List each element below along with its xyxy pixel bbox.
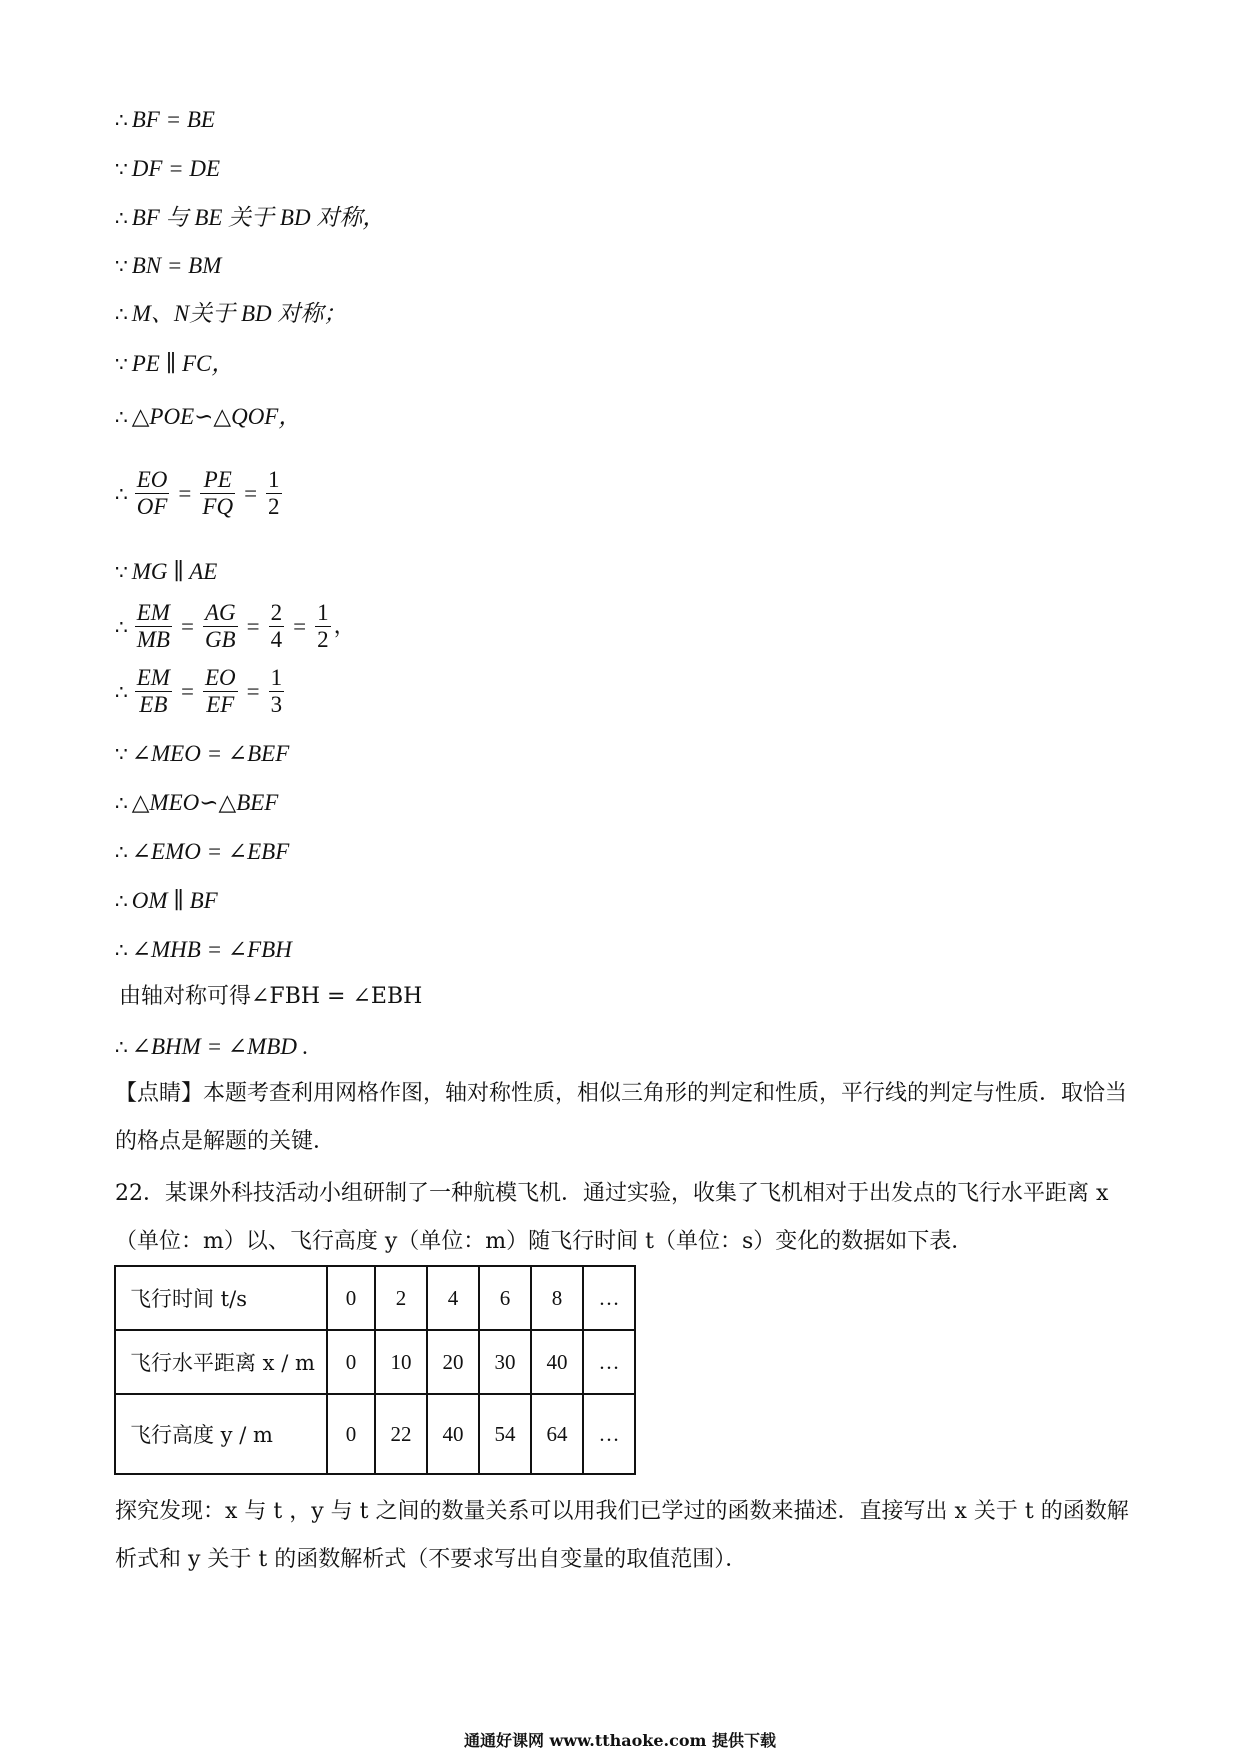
row-header: 飞行水平距离 x / m — [115, 1330, 327, 1394]
proof-step: ∴ OM ∥ BF — [115, 888, 218, 913]
table-cell: 40 — [427, 1394, 479, 1474]
table-cell: 10 — [375, 1330, 427, 1394]
fraction: $\frac{PE}{FQ}$ — [202, 467, 234, 520]
question-22: 22．某课外科技活动小组研制了一种航模飞机．通过实验，收集了飞机相对于出发点的飞行水平距离 x（单位：m）以、飞行高度 y（单位：m）随飞行时间 t（单位：s）变化的数据如下表． — [115, 1181, 1109, 1254]
page-footer: 通通好课网 www.tthaoke.com 提供下载 — [463, 1731, 777, 1750]
fraction: $\frac{EO}{EF}$ — [204, 665, 236, 718]
table-cell: 22 — [375, 1394, 427, 1474]
data-table — [114, 1265, 636, 1475]
proof-step: ∵ BN = BM — [115, 253, 222, 278]
table-cell: 4 — [427, 1266, 479, 1330]
proof-step: ∵ PE ∥ FC， — [115, 351, 235, 376]
fraction: $\frac{2}{4}$ — [270, 600, 283, 653]
row-header: 飞行时间 t/s — [115, 1266, 327, 1330]
fraction: $\frac{1}{2}$ — [317, 600, 329, 653]
fraction: $\frac{EO}{OF}$ — [136, 467, 168, 520]
table-cell: 8 — [531, 1266, 583, 1330]
table-cell: 0 — [327, 1394, 375, 1474]
table-cell: 0 — [327, 1266, 375, 1330]
table-cell: 30 — [479, 1330, 531, 1394]
table-cell: 0 — [327, 1330, 375, 1394]
proof-step: ∴ BF 与 BE 关于 BD 对称， — [115, 205, 386, 230]
proof-step: ∴ ∠BHM = ∠MBD . — [115, 1034, 309, 1059]
proof-step: ∴ BF = BE — [115, 107, 215, 132]
fraction: $\frac{EM}{EB}$ — [136, 665, 170, 718]
fraction-step-1: ∴ $\frac{EO}{OF}$ = $\frac{PE}{FQ}$ = $\frac{1}{2}$ — [115, 467, 280, 520]
table-cell: 6 — [479, 1266, 531, 1330]
proof-step: ∴ M、N关于 BD 对称； — [115, 301, 347, 326]
table-row — [115, 1394, 635, 1474]
fraction: $\frac{1}{3}$ — [270, 665, 283, 718]
explore-paragraph: 探究发现：x 与 t ，y 与 t 之间的数量关系可以用我们已学过的函数来描述．直接写出 x 关于 t 的函数解析式和 y 关于 t 的函数解析式（不要求写出自变量的取值范围）． — [115, 1499, 1129, 1572]
fraction-step-3: ∴ $\frac{EM}{EB}$ = $\frac{EO}{EF}$ = $\frac{1}{3}$ — [115, 665, 283, 718]
fraction-step-2: ∴ $\frac{EM}{MB}$ = $\frac{AG}{GB}$ = $\frac{2}{4}$ = $\frac{1}{2}$ ， — [115, 600, 356, 653]
table-row — [115, 1330, 635, 1394]
table-cell: 40 — [531, 1330, 583, 1394]
fraction: $\frac{EM}{MB}$ — [136, 600, 170, 653]
table-cell: 2 — [375, 1266, 427, 1330]
table-cell: … — [583, 1266, 635, 1330]
row-header: 飞行高度 y / m — [115, 1394, 327, 1474]
fraction: $\frac{1}{2}$ — [268, 467, 280, 520]
proof-step: ∴ ∠EMO = ∠EBF — [115, 839, 290, 864]
commentary-paragraph: 【点睛】本题考查利用网格作图，轴对称性质，相似三角形的判定和性质，平行线的判定与性质．取恰当的格点是解题的关键． — [115, 1081, 1128, 1154]
proof-step: ∴ △POE∽△QOF， — [115, 404, 302, 429]
table-cell: … — [583, 1330, 635, 1394]
table-cell: … — [583, 1394, 635, 1474]
table-row — [115, 1266, 635, 1330]
proof-step: 由轴对称可得∠FBH = ∠EBH — [119, 984, 423, 1009]
proof-step: ∴ △MEO∽△BEF — [115, 790, 279, 815]
proof-step: ∵ DF = DE — [115, 156, 221, 181]
table-cell: 20 — [427, 1330, 479, 1394]
table-cell: 54 — [479, 1394, 531, 1474]
proof-step: ∵ MG ∥ AE — [115, 559, 218, 584]
proof-step: ∴ ∠MHB = ∠FBH — [115, 937, 292, 962]
proof-step: ∵ ∠MEO = ∠BEF — [115, 741, 290, 766]
table-cell: 64 — [531, 1394, 583, 1474]
fraction: $\frac{AG}{GB}$ — [204, 600, 236, 653]
